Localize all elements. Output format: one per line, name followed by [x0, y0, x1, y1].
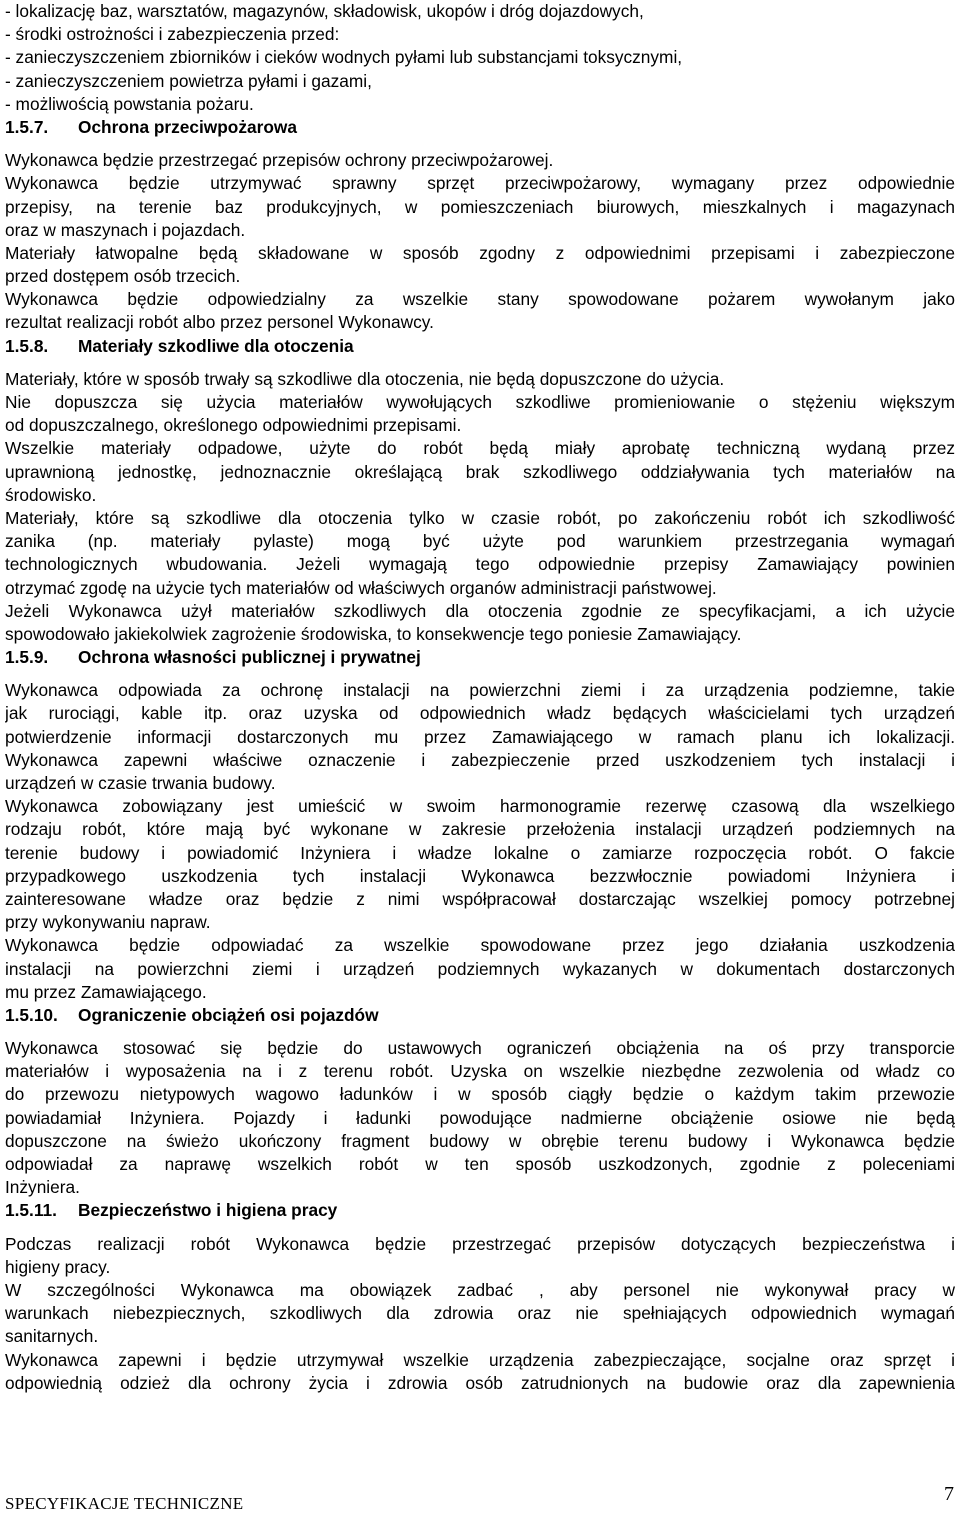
section-axle-load-limits	[5, 1004, 955, 1200]
section-harmful-materials	[5, 335, 955, 646]
paragraph-line: mu przez Zamawiającego.	[5, 981, 207, 1002]
list-item: - środki ostrożności i zabezpieczenia przed:	[5, 24, 340, 45]
paragraph-line: technologicznych wbudowania. Jeżeli wymagają tego odpowiednie przepisy Zamawiający powinien	[5, 554, 955, 575]
section-heading	[5, 1004, 955, 1027]
section-title: Materiały szkodliwe dla otoczenia	[78, 335, 354, 356]
section-health-safety	[5, 1199, 955, 1395]
section-heading	[5, 116, 955, 139]
section-number: 1.5.7.	[5, 116, 49, 137]
paragraph-line: środowisko.	[5, 484, 97, 505]
paragraph-line: oraz w maszynach i pojazdach.	[5, 219, 246, 240]
paragraph-line: rodzaju robót, które mają być wykonane w zakresie przełożenia instalacji urządzeń podziemnych na	[5, 819, 955, 840]
paragraph-line: warunkach niebezpiecznych, szkodliwych dla zdrowia oraz nie spełniających odpowiednich wymagań	[5, 1303, 955, 1324]
paragraph-line: Podczas realizacji robót Wykonawca będzie przestrzegać przepisów dotyczących bezpieczeństwa i	[5, 1233, 955, 1254]
page-number: 7	[944, 1483, 954, 1505]
paragraph-line: Wykonawca odpowiada za ochronę instalacji na powierzchni ziemi i za urządzenia podziemne, takie	[5, 680, 955, 701]
paragraph-line: jak rurociągi, kable itp. oraz uzyska od odpowiednich władz będących właścicielami tych urządzeń	[5, 703, 955, 724]
paragraph-line: materiałów i wyposażenia na i z terenu robót. Uzyska on wszelkie niezbędne zezwolenia od władz co	[5, 1061, 955, 1082]
paragraph-line: zanika (np. materiały pylaste) mogą być użyte pod warunkiem przestrzegania wymagań	[5, 531, 955, 552]
hazard-list	[5, 0, 955, 116]
document-page	[5, 0, 955, 1395]
paragraph-line: odpowiednią odzież dla ochrony życia i zdrowia osób zatrudnionych na budowie oraz dla zapewnienia	[5, 1372, 955, 1393]
paragraph-line: dopuszczone na świeżo ukończony fragment budowy w obrębie terenu budowy i Wykonawca będzie	[5, 1130, 955, 1151]
section-number: 1.5.8.	[5, 335, 49, 356]
section-title: Bezpieczeństwo i higiena pracy	[78, 1200, 338, 1221]
list-item: - lokalizację baz, warsztatów, magazynów, składowisk, ukopów i dróg dojazdowych,	[5, 1, 644, 21]
paragraph-line: odpowiadał za naprawę wszelkich robót w ten sposób uszkodzonych, zgodnie z poleceniami	[5, 1154, 955, 1174]
paragraph-line: sanitarnych.	[5, 1326, 99, 1347]
paragraph-line: od dopuszczalnego, określonego odpowiednimi przepisami.	[5, 415, 462, 436]
footer-title: SPECYFIKACJE TECHNICZNE	[5, 1494, 244, 1513]
paragraph-line: powiadamiał Inżyniera. Pojazdy i ładunki powodujące nadmierne obciążenie osiowe nie będą	[5, 1107, 955, 1128]
paragraph-line: Nie dopuszcza się użycia materiałów wywołujących szkodliwe promieniowanie o stężeniu większym	[5, 392, 955, 412]
paragraph-line: W szczególności Wykonawca ma obowiązek zadbać , aby personel nie wykonywał pracy w	[5, 1279, 955, 1300]
paragraph-line: Materiały, które w sposób trwały są szkodliwe dla otoczenia, nie będą dopuszczone do użycia.	[5, 368, 725, 389]
section-number: 1.5.9.	[5, 647, 49, 668]
section-title: Ochrona własności publicznej i prywatnej	[78, 647, 421, 668]
paragraph-line: otrzymać zgodę na użycie tych materiałów od właściwych organów administracji państwowej.	[5, 577, 717, 598]
paragraph-line: Inżyniera.	[5, 1177, 80, 1198]
paragraph-line: Wykonawca zapewni właściwe oznaczenie i zabezpieczenie przed uszkodzeniem tych instalacji i	[5, 749, 955, 770]
paragraph-line: Materiały łatwopalne będą składowane w sposób zgodny z odpowiednimi przepisami i zabezpieczone	[5, 242, 955, 263]
section-title: Ograniczenie obciążeń osi pojazdów	[78, 1004, 379, 1025]
paragraph-line: higieny pracy.	[5, 1256, 111, 1277]
paragraph-line: przy wykonywaniu napraw.	[5, 912, 211, 933]
paragraph-line: spowodowało jakiekolwiek zagrożenie środowiska, to konsekwencje tego poniesie Zamawiający.	[5, 623, 742, 644]
paragraph-line: terenie budowy i powiadomić Inżyniera i władze lokalne o zamiarze rozpoczęcia robót. O fakcie	[5, 842, 955, 863]
paragraph-line: uprawnioną jednostkę, jednoznacznie określającą brak szkodliwego oddziaływania tych materiałów na	[5, 461, 955, 482]
paragraph-line: Wszelkie materiały odpadowe, użyte do robót będą miały aprobatę techniczną wydaną przez	[5, 438, 955, 459]
paragraph-line: Wykonawca stosować się będzie do ustawowych ograniczeń obciążenia na oś przy transporcie	[5, 1038, 955, 1059]
paragraph-line: Wykonawca zapewni i będzie utrzymywał wszelkie urządzenia zabezpieczające, socjalne oraz sprzęt i	[5, 1349, 955, 1370]
paragraph-line: Materiały, które są szkodliwe dla otoczenia tylko w czasie robót, po zakończeniu robót ich szkodliwość	[5, 507, 955, 528]
paragraph-line: przypadkowego uszkodzenia tych instalacji Wykonawca bezzwłocznie powiadomi Inżyniera i	[5, 865, 955, 886]
paragraph-line: Wykonawca zobowiązany jest umieścić w swoim harmonogramie rezerwę czasową dla wszelkiego	[5, 796, 955, 817]
paragraph-line: Wykonawca będzie utrzymywać sprawny sprzęt przeciwpożarowy, wymagany przez odpowiednie	[5, 173, 955, 194]
section-title: Ochrona przeciwpożarowa	[78, 116, 297, 137]
paragraph-line: Wykonawca będzie odpowiedzialny za wszelkie stany spowodowane pożarem wywołanym jako	[5, 289, 955, 310]
section-property-protection	[5, 646, 955, 1004]
paragraph-line: Wykonawca będzie odpowiadać za wszelkie spowodowane przez jego działania uszkodzenia	[5, 935, 955, 956]
paragraph-line: Jeżeli Wykonawca użył materiałów szkodliwych dla otoczenia zgodnie ze specyfikacjami, a ich użycie	[5, 600, 955, 621]
paragraph-line: potwierdzenie informacji dostarczonych mu przez Zamawiającego w ramach planu ich lokalizacji.	[5, 726, 955, 747]
paragraph-line: przed dostępem osób trzecich.	[5, 266, 241, 287]
paragraph-line: instalacji na powierzchni ziemi i urządzeń podziemnych wykazanych w dokumentach dostarczonych	[5, 958, 955, 979]
section-heading	[5, 646, 955, 669]
section-number: 1.5.10.	[5, 1004, 58, 1025]
paragraph-line: przepisy, na terenie baz produkcyjnych, w pomieszczeniach biurowych, mieszkalnych i magazynach	[5, 196, 955, 217]
list-item: - zanieczyszczeniem zbiorników i cieków wodnych pyłami lub substancjami toksycznymi,	[5, 47, 683, 68]
paragraph-line: rezultat realizacji robót albo przez personel Wykonawcy.	[5, 312, 434, 333]
section-heading	[5, 335, 955, 358]
paragraph-line: Wykonawca będzie przestrzegać przepisów ochrony przeciwpożarowej.	[5, 150, 554, 171]
section-number: 1.5.11.	[5, 1200, 57, 1221]
list-item: - zanieczyszczeniem powietrza pyłami i gazami,	[5, 70, 372, 91]
paragraph-line: urządzeń w czasie trwania budowy.	[5, 773, 276, 793]
paragraph-line: do przewozu nietypowych wagowo ładunków i w sposób ciągły będzie o każdym takim przewozie	[5, 1084, 955, 1105]
paragraph-line: zainteresowane władze oraz będzie z nimi współpracował dostarczając wszelkiej pomocy potrzebnej	[5, 888, 955, 909]
list-item: - możliwością powstania pożaru.	[5, 93, 254, 114]
section-fire-protection	[5, 116, 955, 335]
section-heading	[5, 1199, 955, 1222]
